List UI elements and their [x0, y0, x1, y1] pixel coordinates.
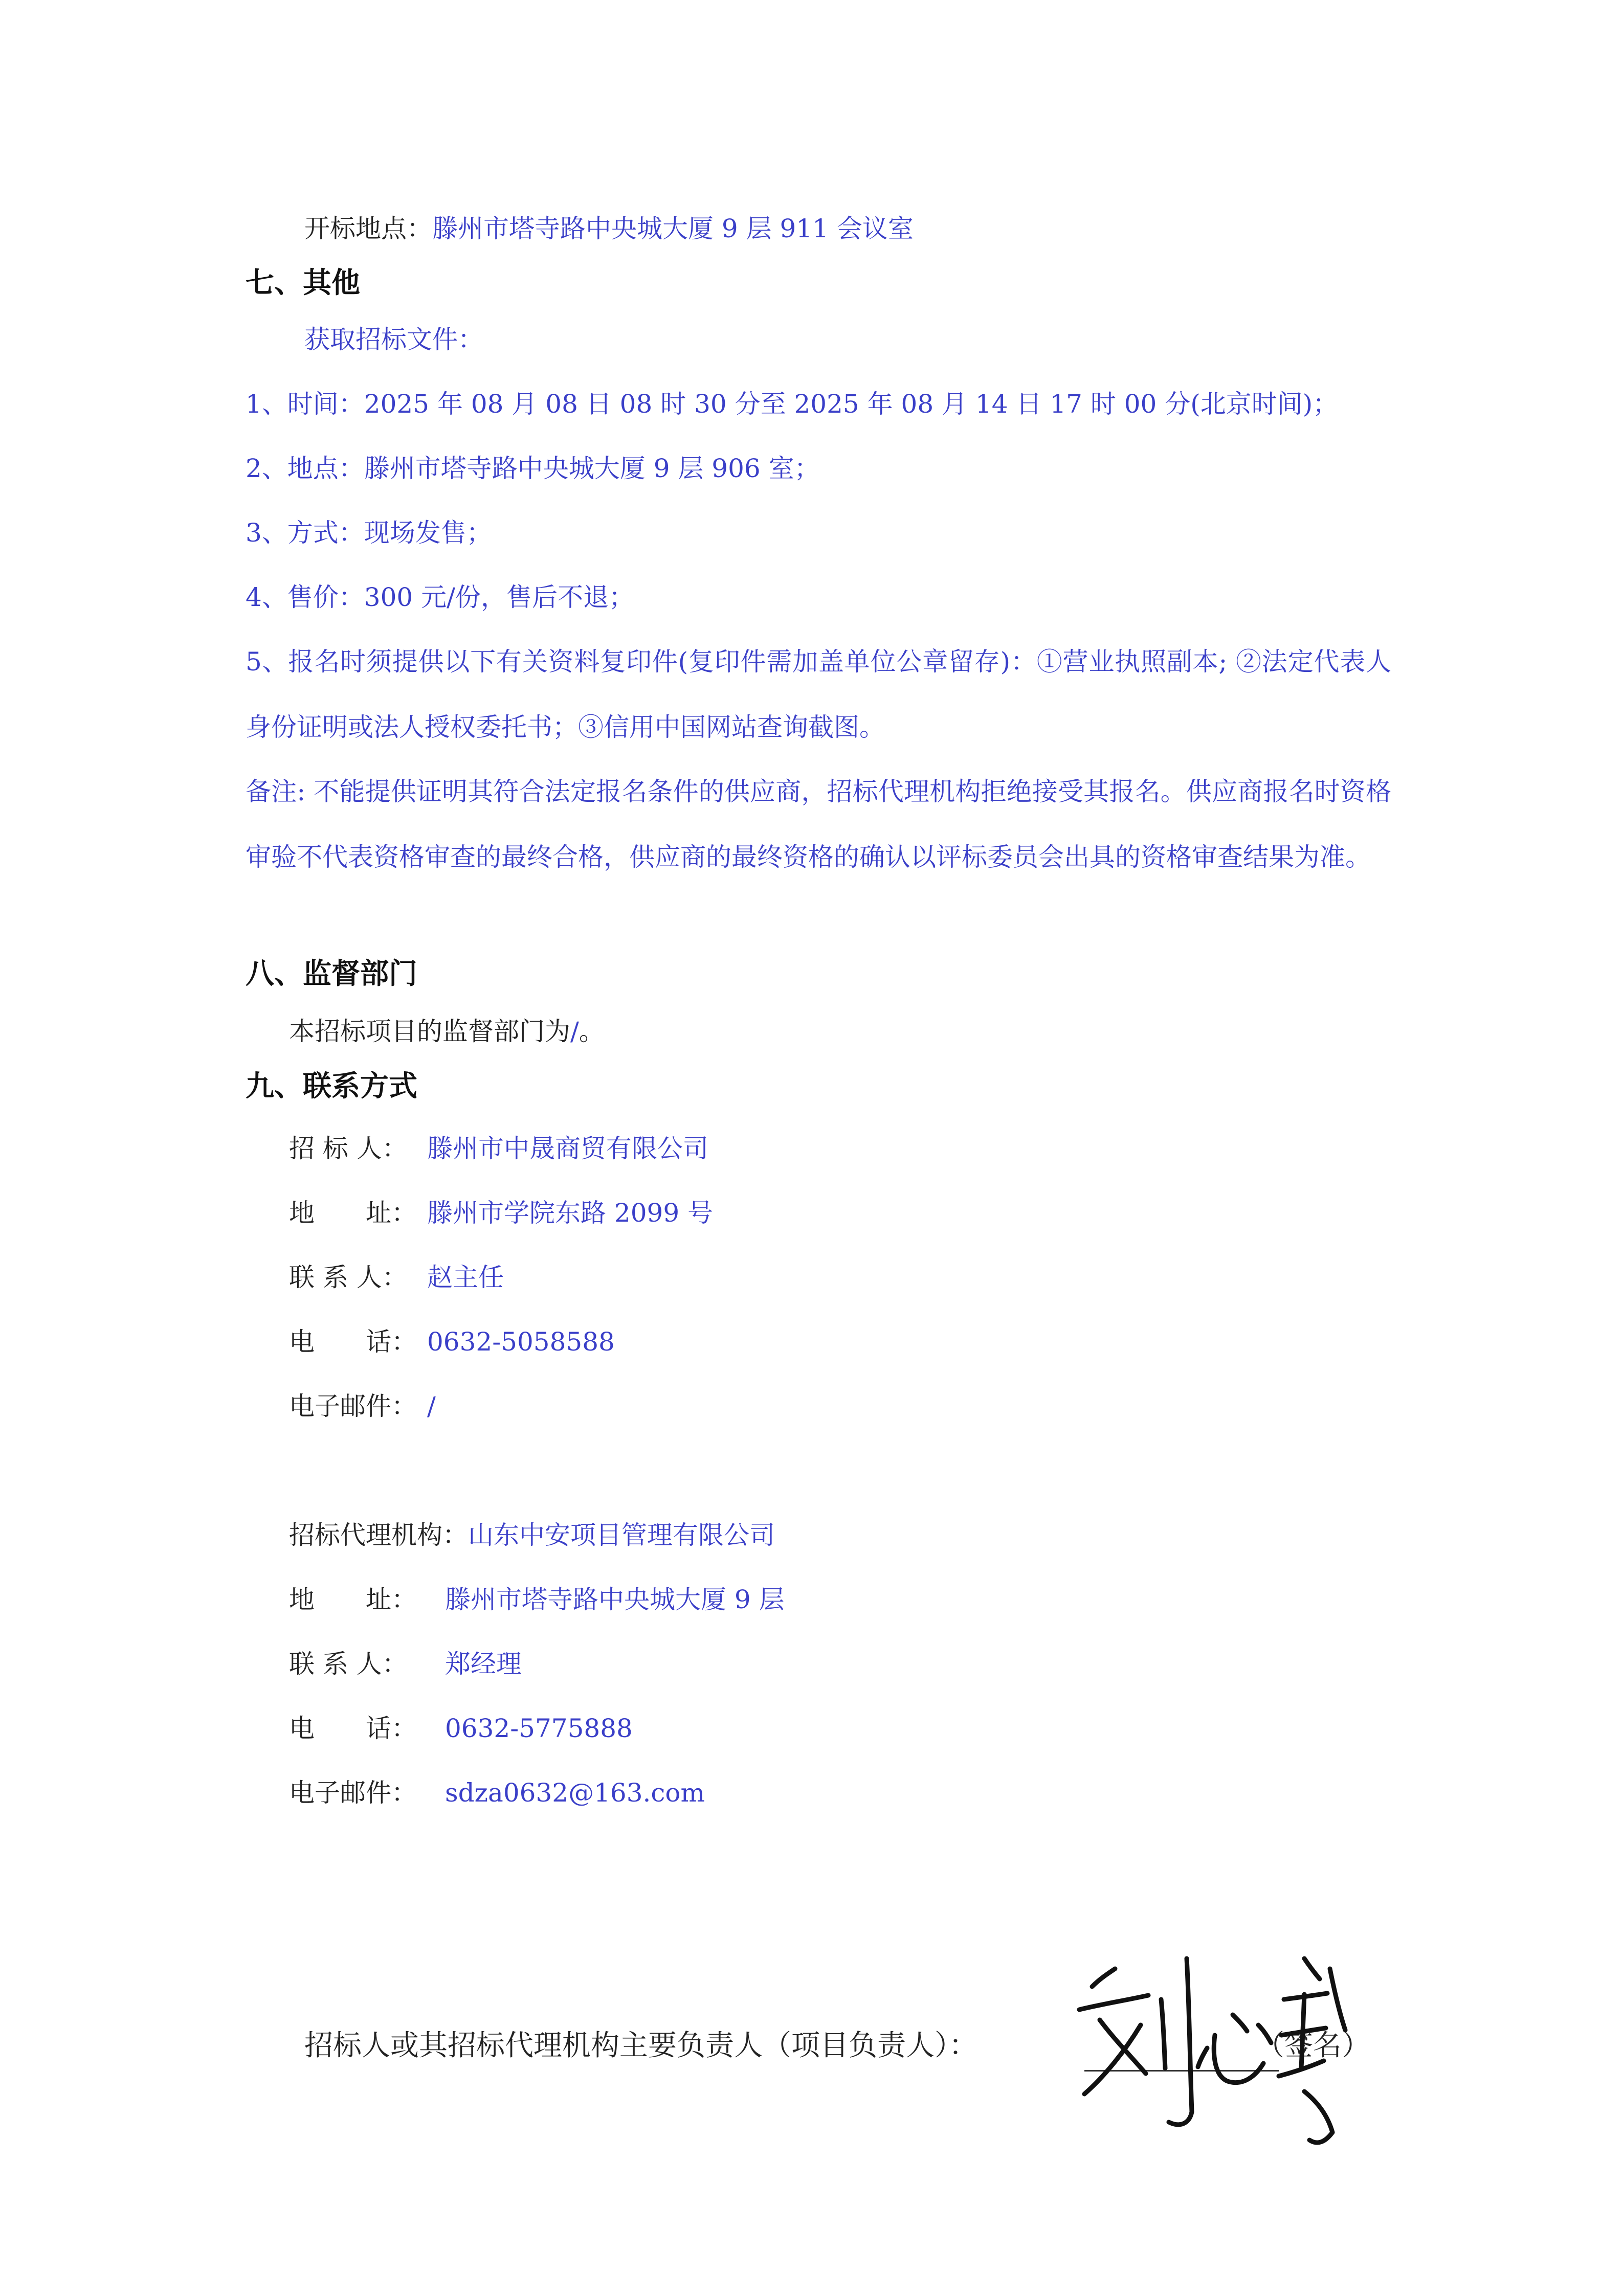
section-7-item-2: 2、地点：滕州市塔寺路中央城大厦 9 层 906 室；	[246, 454, 820, 483]
section-7-intro: 获取招标文件：	[304, 325, 483, 354]
section-7-note	[246, 759, 1391, 890]
agency-phone-label: 电 话：	[289, 1714, 417, 1743]
tenderer-contact-value: 赵主任	[427, 1263, 504, 1292]
agency-name-label: 招标代理机构：	[289, 1520, 468, 1550]
tenderer-phone-label: 电 话：	[289, 1327, 417, 1357]
agency-contact-label: 联 系 人：	[289, 1649, 408, 1679]
agency-phone-value: 0632-5775888	[445, 1714, 633, 1743]
section-7-item-5-text: 5、报名时须提供以下有关资料复印件(复印件需加盖单位公章留存)：①营业执照副本; ②法定代表人身份证明或法人授权委托书；③信用中国网站查询截图。	[246, 647, 1391, 742]
section-8-text-value: /	[570, 1017, 579, 1046]
section-7-item-5	[246, 629, 1391, 760]
agency-name-row	[289, 1519, 775, 1551]
agency-email-label: 电子邮件：	[289, 1778, 417, 1808]
opening-location-label: 开标地点：	[304, 214, 432, 243]
tenderer-name-label: 招 标 人：	[289, 1134, 408, 1163]
section-7-item-4: 4、售价：300 元/份，售后不退；	[246, 582, 634, 612]
section-8-text-prefix: 本招标项目的监督部门为	[289, 1017, 570, 1046]
opening-location-line	[304, 212, 914, 245]
tenderer-address-label: 地 址：	[289, 1198, 417, 1228]
tenderer-contact-label: 联 系 人：	[289, 1263, 408, 1292]
section-8-text-suffix: 。	[579, 1017, 605, 1046]
handwritten-signature	[1064, 1938, 1350, 2153]
tenderer-phone-value: 0632-5058588	[427, 1327, 615, 1357]
tenderer-address-row	[289, 1197, 713, 1229]
agency-contact-row	[289, 1648, 522, 1680]
agency-contact-value: 郑经理	[445, 1649, 522, 1679]
agency-email-row	[289, 1776, 705, 1809]
agency-address-value: 滕州市塔寺路中央城大厦 9 层	[445, 1585, 785, 1614]
tenderer-email-label: 电子邮件：	[289, 1391, 417, 1421]
section-7-note-text: 备注: 不能提供证明其符合法定报名条件的供应商，招标代理机构拒绝接受其报名。供应商报名时资格审验不代表资格审查的最终合格，供应商的最终资格的确认以评标委员会出具的资格审查结果为准。	[246, 777, 1391, 872]
signature-suffix: （签名）	[1256, 2029, 1370, 2062]
section-7-item-1: 1、时间：2025 年 08 月 08 日 08 时 30 分至 2025 年 08 月 14 日 17 时 00 分(北京时间)；	[246, 389, 1339, 419]
section-8-heading: 八、监督部门	[246, 957, 417, 991]
section-7-item-3: 3、方式：现场发售；	[246, 518, 492, 548]
agency-address-row	[289, 1583, 785, 1616]
tenderer-contact-row	[289, 1261, 504, 1294]
section-7-heading: 七、其他	[246, 266, 360, 300]
tenderer-name-row	[289, 1132, 708, 1165]
agency-email-value: sdza0632@163.com	[445, 1778, 705, 1808]
signature-label: 招标人或其招标代理机构主要负责人（项目负责人）：	[304, 2029, 977, 2062]
agency-phone-row	[289, 1712, 633, 1745]
agency-name-value: 山东中安项目管理有限公司	[468, 1520, 775, 1550]
section-8-text	[289, 1015, 605, 1048]
agency-address-label: 地 址：	[289, 1585, 417, 1614]
tenderer-email-row	[289, 1390, 436, 1423]
tenderer-name-value: 滕州市中晟商贸有限公司	[427, 1134, 708, 1163]
tenderer-address-value: 滕州市学院东路 2099 号	[427, 1198, 714, 1228]
section-9-heading: 九、联系方式	[246, 1070, 417, 1103]
opening-location-value: 滕州市塔寺路中央城大厦 9 层 911 会议室	[432, 214, 914, 243]
tenderer-phone-row	[289, 1325, 615, 1358]
tenderer-email-value: /	[427, 1391, 436, 1421]
